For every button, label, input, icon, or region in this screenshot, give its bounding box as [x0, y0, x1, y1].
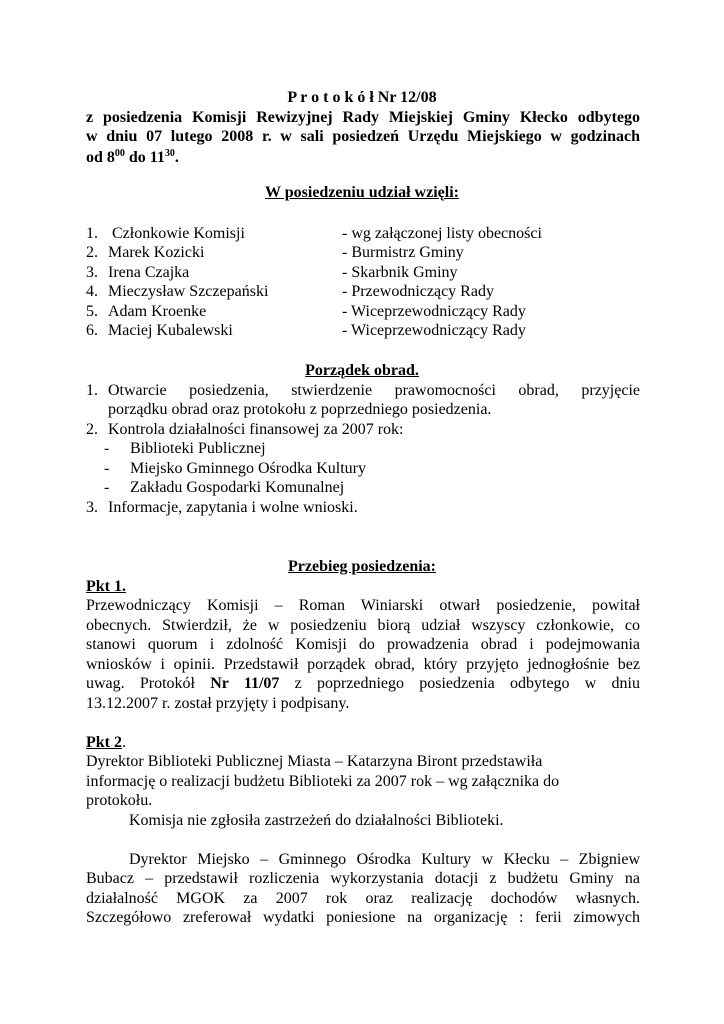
pkt2-p1-line-3: protokołu.: [86, 792, 153, 809]
agenda-item-1-line-2: porządku obrad oraz protokołu z poprzedniego posiedzenia.: [108, 401, 492, 418]
participant-row: 6. Maciej Kubalewski - Wiceprzewodniczący Rady: [86, 322, 526, 339]
pkt2-p3-line-1: Dyrektor Miejsko – Gminnego Ośrodka Kultury w Kłecku – Zbigniew: [129, 851, 640, 868]
participant-row: 5. Adam Kroenke - Wiceprzewodniczący Rady: [86, 303, 526, 320]
agenda-item-2: Kontrola działalności finansowej za 2007 rok:: [108, 421, 404, 438]
pkt2-p1-line-2: informację o realizacji budżetu Biblioteki za 2007 rok – wg załącznika do: [86, 773, 560, 790]
pkt1-line-5: uwag. Protokół Nr 11/07 z poprzedniego posiedzenia odbytego w dniu: [86, 675, 640, 692]
header-line-1: z posiedzenia Komisji Rewizyjnej Rady Miejskiej Gminy Kłecko odbytego: [86, 109, 640, 126]
agenda-subitem: Zakładu Gospodarki Komunalnej: [130, 479, 345, 496]
agenda-subitem-dash: -: [104, 440, 110, 457]
participant-row: 2. Marek Kozicki - Burmistrz Gminy: [86, 244, 464, 261]
agenda-subitem-dash: -: [104, 479, 110, 496]
pkt1-line-1: Przewodniczący Komisji – Roman Winiarski otwarł posiedzenie, powitał: [86, 597, 640, 614]
participant-row: 4. Mieczysław Szczepański - Przewodniczący Rady: [86, 283, 494, 300]
agenda-subitem: Biblioteki Publicznej: [130, 440, 266, 457]
document-title: [0, 88, 724, 107]
agenda-item-num: 2.: [86, 421, 98, 438]
agenda-item-num: 1.: [86, 382, 98, 399]
agenda-heading: Porządek obrad.: [305, 362, 419, 379]
title-number: Nr 12/08: [377, 89, 437, 106]
pkt1-line-3: stanowi quorum i zdolność Komisji do prowadzenia obrad i podejmowania: [86, 636, 640, 653]
agenda-item-3: Informacje, zapytania i wolne wnioski.: [108, 499, 358, 516]
pkt1-heading: Pkt 1.: [86, 578, 126, 595]
title-word: P r o t o k ó ł: [287, 89, 374, 106]
agenda-subitem-dash: -: [104, 460, 110, 477]
pkt1-line-6: 13.12.2007 r. został przyjęty i podpisany.: [86, 695, 350, 712]
agenda-item-1-line-1: Otwarcie posiedzenia, stwierdzenie prawomocności obrad, przyjęcie: [108, 382, 640, 399]
participant-row: 1. Członkowie Komisji - wg załączonej listy obecności: [86, 225, 542, 242]
pkt2-p3-line-4: Szczegółowo zreferował wydatki poniesione na organizację : ferii zimowych: [86, 909, 640, 926]
pkt1-line-4: wniosków i opinii. Przedstawił porządek obrad, który przyjęto jednogłośnie bez: [86, 656, 640, 673]
pkt2-heading: Pkt 2.: [86, 734, 126, 751]
pkt2-p1-line-1: Dyrektor Biblioteki Publicznej Miasta – Katarzyna Biront przedstawiła: [86, 753, 543, 770]
participants-heading: W posiedzeniu udział wzięli:: [265, 184, 459, 201]
pkt2-p3-line-2: Bubacz – przedstawił rozliczenia wykorzystania dotacji z budżetu Gminy na: [86, 870, 640, 887]
pkt2-p3-line-3: działalność MGOK za 2007 rok oraz realizację dochodów własnych.: [86, 890, 640, 907]
header-line-2: w dniu 07 lutego 2008 r. w sali posiedzeń Urzędu Miejskiego w godzinach: [86, 128, 640, 145]
protocol-number: Nr 11/07: [210, 675, 280, 692]
agenda-subitem: Miejsko Gminnego Ośrodka Kultury: [130, 460, 366, 477]
header-line-3: od $8^{00}$ do $11^{30}$.: [86, 148, 179, 166]
agenda-item-num: 3.: [86, 499, 98, 516]
proceedings-heading: Przebieg posiedzenia:: [288, 558, 436, 575]
participant-row: 3. Irena Czajka - Skarbnik Gminy: [86, 264, 458, 281]
pkt2-p2: Komisja nie zgłosiła zastrzeżeń do działalności Biblioteki.: [129, 812, 504, 829]
pkt1-line-2: obecnych. Stwierdził, że w posiedzeniu biorą udział wszyscy członkowie, co: [86, 617, 640, 634]
